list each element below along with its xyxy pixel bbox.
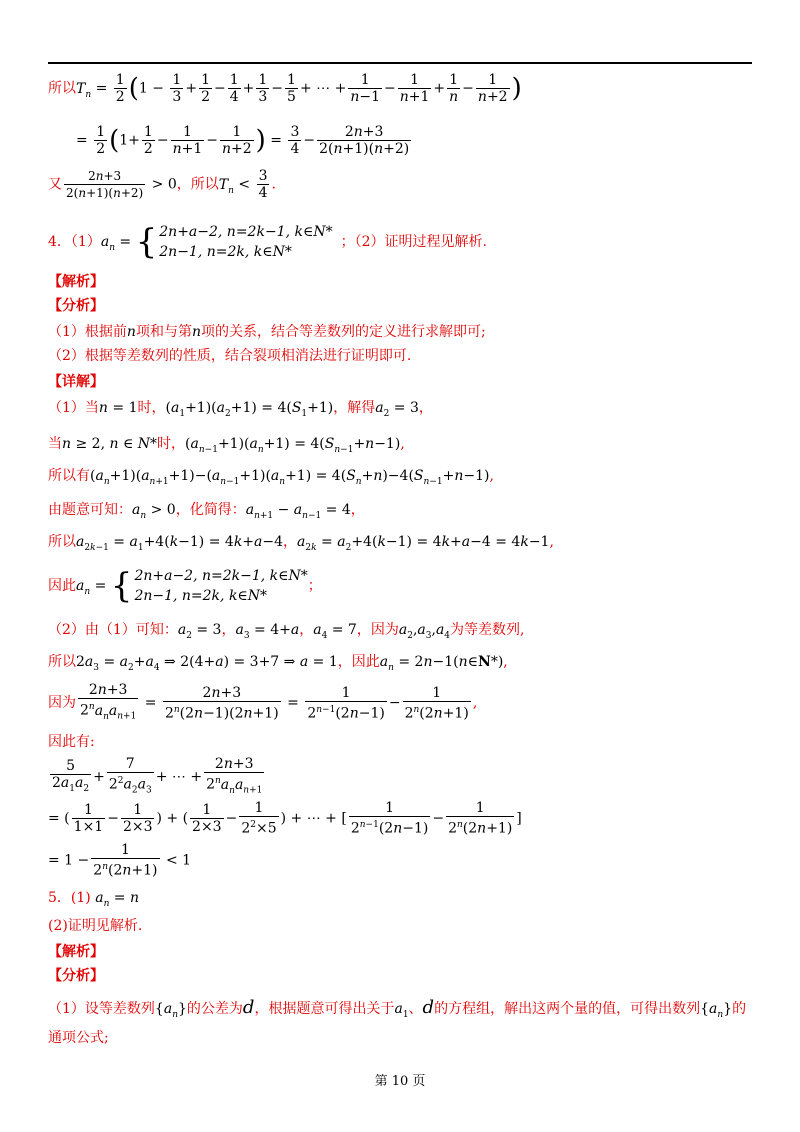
analysis-5-a: （1）设等差数列 [48, 1001, 155, 1017]
detail-9-a: 因为 [48, 695, 76, 712]
sum-result: = 1 − $\frac{1}{2^n(2n+1)}$ < 1 [48, 842, 192, 879]
sum-expression: $\frac{5}{2a_1a_2}$ + $\frac{7}{2^2a_2a_3}$ + ⋯ + $\frac{2n+3}{2^na_na_{n+1}}$ [52, 756, 263, 796]
detail-1-c: ，解得 [333, 400, 376, 416]
detail-7-c: 为等差数列, [450, 622, 525, 638]
detail-4-b: ，化简得： [175, 502, 246, 518]
detail-9: 因为 $\frac{2n+3}{2^na_na_{n+1}}$ = $\frac{2n+3}{2^n(2n-1)(2n+1)}$ = $\frac{1}{2^{n-1}(2n-1)}$ − $\frac{1}{2^n(2n+1)}$ , [48, 682, 478, 722]
analysis-1-a: （1）根据前 [48, 324, 127, 340]
detail-3: 所以有$(a_n+1)(a_{n+1}+1)-(a_{n-1}+1)(a_n+1) = 4(S_n+n)-4(S_{n-1}+n-1)$, [48, 468, 494, 487]
text-so: ，所以 [176, 176, 219, 193]
detail-1-a: （1）当 [48, 400, 99, 416]
detail-4: 由题意可知：$a_n > 0$，化简得：$a_{n+1} - a_{n-1} = 4$， [48, 502, 365, 521]
detail-2-a: 当 [48, 436, 62, 452]
line-since: 又 $\frac{2n+3}{2(n+1)(n+2)}$ > 0，所以$T_n$ < $\frac{3}{4}$ . [48, 168, 276, 201]
detail-8: 所以$2a_3 = a_2+a_4$ ⇒ 2(4+a) = 3+7 ⇒ a = 1，因此$a_n$ = 2n−1(n∈N*), [48, 654, 508, 673]
analysis-5: （1）设等差数列$\{a_n\}$的公差为d，根据题意可得出关于$a_1$、d的方程组，解出这两个量的值，可得出数列$\{a_n\}$的 [48, 997, 747, 1020]
heading-jiexi: 【解析】 [48, 274, 104, 290]
case-even: 2n−1, n=2k, k∈N* [159, 244, 292, 260]
page-number: 第 10 页 [374, 1074, 426, 1089]
analysis-5-e: 的方程组，解出这两个量的值，可得出数列 [434, 1001, 701, 1017]
analysis-2: （2）根据等差数列的性质，结合裂项相消法进行证明即可. [48, 348, 412, 364]
answer-4: 4．$(1)a_n$ = { 2n+a−2, n=2k−1, k∈N* 2n−1, n=2k, k∈N* ；（2）证明过程见解析. [48, 222, 487, 262]
line-tn-simplified: = $\frac{1}{2}$ (1+ $\frac{1}{2}$ − $\frac{1}{n+1}$ − $\frac{1}{n+2}$ ) = $\frac{3}{4}$ − $\frac{2n+3}{2(n+1)(n+2)}$ [76, 124, 410, 157]
detail-7-a: （2）由（1）可知： [48, 622, 178, 638]
answer-4-label: 4．（1） [48, 234, 101, 250]
detail-2: 当n ≥ 2, n ∈ N*时，$(a_{n-1}+1)(a_n+1) = 4(S_{n-1}+n-1)$, [48, 436, 405, 455]
answer-5: 5．(1) $a_n = n$ [48, 890, 140, 909]
detail-6: 因此$a_n$ = { 2n+a−2, n=2k−1, k∈N* 2n−1, n=2k, k∈N* ； [48, 566, 322, 606]
text-period: . [271, 176, 276, 193]
analysis-5-cont: 通项公式; [48, 1030, 109, 1046]
detail-6-end: ； [307, 578, 322, 594]
detail-1-b: 时， [137, 400, 166, 416]
line-tn-sum: 所以$T_n$ = $\frac{1}{2}$ (1 − $\frac{1}{3}$ + $\frac{1}{2}$ − $\frac{1}{4}$ + $\frac{1}{3}$ − $\frac{1}{5}$ + ⋯ + $\frac{1}{n-1}$ − $\frac{1}{n+1}$ + $\frac{1}{n}$ − $\frac{1}{n+2}$ ) [48, 72, 522, 105]
case-odd-2: 2n+a−2, n=2k−1, k∈N* [134, 568, 308, 584]
detail-1-end: ， [418, 400, 433, 416]
detail-5: 所以$a_{2k-1} = a_1+4(k-1) = 4k+a-4$，$a_{2k} = a_2+4(k-1) = 4k+a-4 = 4k-1$, [48, 534, 554, 553]
sum-telescope: = ( $\frac{1}{1\times 1}$ − $\frac{1}{2\times 3}$ ) + ( $\frac{1}{2\times 3}$ − $\frac{1}{2^2\times 5}$ ) + ⋯ + [ $\frac{1}{2^{n-1}(2n-1)}$ − $\frac{1}{2^n(2n+1)}$ ] [48, 800, 522, 837]
detail-2-b: 时， [157, 436, 186, 452]
heading-jiexi-2: 【解析】 [48, 944, 104, 960]
analysis-1: （1）根据前n项和与第n项的关系，结合等差数列的定义进行求解即可; [48, 324, 486, 340]
case-odd: 2n+a−2, n=2k−1, k∈N* [159, 224, 333, 240]
detail-3-a: 所以有 [48, 468, 90, 484]
analysis-1-c: 项的关系，结合等差数列的定义进行求解即可; [200, 324, 486, 340]
detail-4-a: 由题意可知： [48, 502, 132, 518]
detail-8-b: ，因此 [337, 654, 380, 670]
detail-8-a: 所以 [48, 654, 76, 670]
analysis-5-d: 、 [408, 1001, 423, 1017]
heading-fenxi: 【分析】 [48, 298, 104, 314]
heading-xiangjie: 【详解】 [48, 374, 104, 390]
detail-7-b: ，因为 [356, 622, 399, 638]
detail-1: （1）当n = 1时，$(a_1+1)(a_2+1) = 4(S_1+1)$，解得$a_2 = 3$， [48, 400, 433, 419]
analysis-5-c: ，根据题意可得出关于 [254, 1001, 395, 1017]
text-since: 又 [48, 176, 62, 193]
case-even-2: 2n−1, n=2k, k∈N* [134, 588, 268, 604]
analysis-5-b: 的公差为 [186, 1001, 243, 1017]
header-rule [48, 62, 752, 64]
analysis-5-f: 的 [732, 1001, 747, 1017]
heading-fenxi-2: 【分析】 [48, 968, 104, 984]
detail-10: 因此有: [48, 734, 95, 750]
detail-5-a: 所以 [48, 534, 76, 550]
text-lead: 所以 [48, 80, 76, 97]
analysis-1-b: 项和与第 [135, 324, 192, 340]
answer-4-part2: ；（2）证明过程见解析. [340, 234, 487, 250]
answer-5-part2: (2)证明见解析. [48, 918, 143, 934]
answer-5-label: 5．(1) [48, 890, 91, 906]
detail-6-a: 因此 [48, 578, 76, 594]
detail-7: （2）由（1）可知：$a_2 = 3$，$a_3 = 4+a$，$a_4 = 7$，因为$a_2,a_3,a_4$为等差数列, [48, 622, 525, 641]
